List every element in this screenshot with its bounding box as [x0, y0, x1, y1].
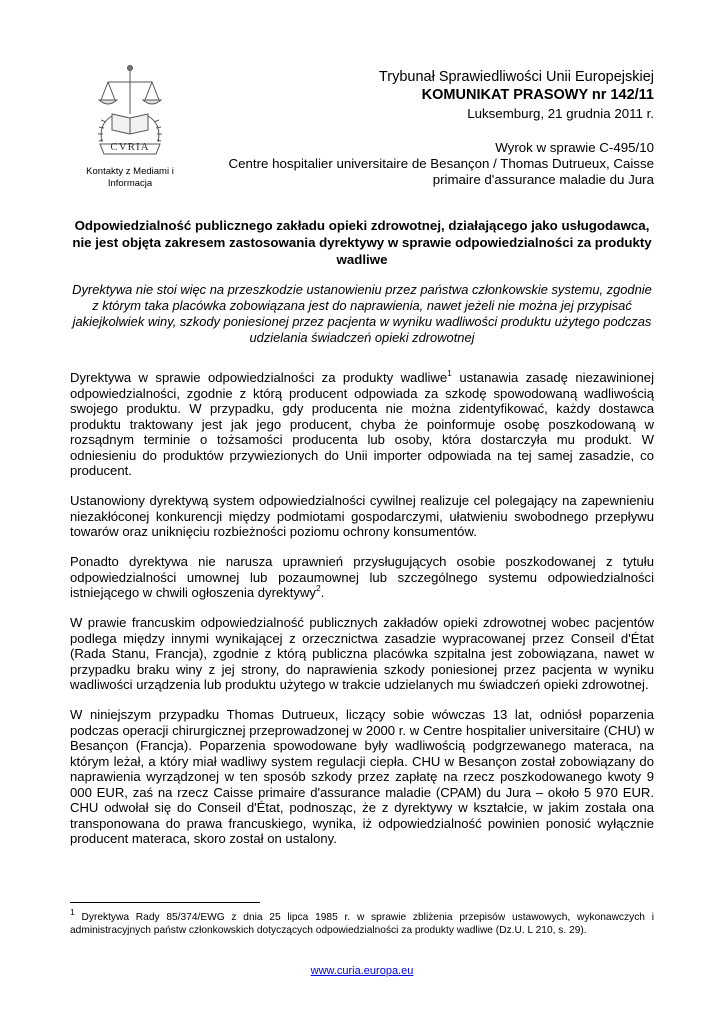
press-release-number: KOMUNIKAT PRASOWY nr 142/11 [421, 87, 654, 103]
press-body [70, 367, 654, 861]
media-contact-caption: Kontakty z Mediami i Informacja [86, 166, 174, 189]
cvria-label: CVRIA [110, 141, 150, 153]
footnote-marker: 1 [70, 906, 75, 917]
footnote-ref-1[interactable]: 1 [447, 367, 452, 378]
footnote-divider [70, 902, 260, 903]
press-header [194, 68, 654, 188]
case-parties-line-2: primaire d'assurance maladie du Jura [432, 172, 654, 187]
footnote-1: $^1$ Dyrektywa Rady 85/374/EWG z dnia 25 lipca 1985 r. w sprawie zbliżenia przepisów ustawowych, wykonawczych i administracyjnych państw członkowskich dotyczących odpowiedzialności za produkty wadliwe (Dz.U. L 210, s. 29). [70, 906, 654, 936]
curia-logo [84, 62, 176, 162]
institution-name: Trybunał Sprawiedliwości Unii Europejskiej [378, 69, 654, 85]
case-number: Wyrok w sprawie C-495/10 [495, 140, 654, 155]
paragraph-5: W niniejszym przypadku Thomas Dutrueux, liczący sobie wówczas 13 lat, odniósł poparzenia podczas operacji chirurgicznej przeprowadzonej w 2000 r. w Centre hospitalier universitaire (CHU) w Besançon (Francja). Poparzenia spowodowane były wadliwością podgrzewanego materaca, na którym leżał, a który miał wadliwy system regulacji ciepła. CHU w Besançon został zobowiązany do naprawienia wyrządzonej w ten sposób szkody przez zapłatę na rzecz poszkodowanego kwoty 9 000 EUR, zaś na rzecz Caisse primaire d'assurance maladie (CPAM) du Jura – około 5 970 EUR. CHU odwołał się do Conseil d'État, podnosząc, że z dyrektywy w kształcie, w jakim została ona transponowana do prawa francuskiego, wynika, iż odpowiedzialność powinien ponosić wyłącznie producent materaca, skoro został on ustalony. [70, 707, 654, 846]
press-subtitle: Dyrektywa nie stoi więc na przeszkodzie ustanowieniu przez państwa członkowskie systemu, zgodnie z którym taka placówka zobowiązana jest do naprawienia, nawet jeżeli nie można jej przypisać jakiejkolwiek winy, szkody poniesionej przez pacjenta w wyniku wadliwości produktu użytego podczas udzielania świadczeń opieki zdrowotnej [72, 282, 652, 345]
curia-website-link[interactable]: www.curia.europa.eu [310, 965, 414, 977]
paragraph-1: Dyrektywa w sprawie odpowiedzialności za produkty wadliwe$^1$ ustanawia zasadę niezawinionej odpowiedzialności, zgodnie z którą producent odpowiada za szkodę spowodowaną wadliwością swojego produktu. W przypadku, gdy producenta nie można zidentyfikować, każdy dostawca produktu traktowany jest jak jego producent, chyba że poinformuje osobę poszkodowaną w rozsądnym terminie o tożsamości producenta lub osoby, która dostarczyła mu produkt. W odniesieniu do produktów przywiezionych do Unii importer odpowiada na tej samej zasadzie, co producent. [70, 367, 654, 478]
paragraph-3: Ponadto dyrektywa nie narusza uprawnień przysługujących osobie poszkodowanej z tytułu odpowiedzialności umownej lub pozaumownej lub szczególnego systemu odpowiedzialności istniejącego w chwili ogłoszenia dyrektywy$^2$. [70, 554, 654, 600]
footnote-ref-2[interactable]: 2 [315, 582, 321, 593]
page-footer [0, 965, 724, 977]
press-title: Odpowiedzialność publicznego zakładu opieki zdrowotnej, działającego jako usługodawca, nie jest objęta zakresem zastosowania dyrektywy w sprawie odpowiedzialności za produkty wadliwe [72, 218, 652, 267]
paragraph-4: W prawie francuskim odpowiedzialność publicznych zakładów opieki zdrowotnej wobec pacjentów podlega między innymi wynikającej z orzecznictwa zasadzie wypracowanej przez Conseil d'État (Rada Stanu, Francja), zgodnie z którą publiczna placówka szpitalna jest zobowiązana, nawet w przypadku braku winy z jej strony, do naprawienia szkody poniesionej przez pacjenta w wyniku wadliwości urządzenia lub produktu użytego w trakcie udzielanych mu świadczeń opieki zdrowotnej. [70, 615, 654, 692]
release-date: Luksemburg, 21 grudnia 2011 r. [467, 106, 654, 121]
case-parties-line-1: Centre hospitalier universitaire de Besançon / Thomas Dutrueux, Caisse [228, 156, 654, 171]
paragraph-2: Ustanowiony dyrektywą system odpowiedzialności cywilnej realizuje cel polegający na zapewnieniu niezakłóconej konkurencji między podmiotami gospodarczymi, ułatwieniu swobodnego przepływu towarów oraz uniknięciu rozbieżności poziomu ochrony konsumentów. [70, 493, 654, 539]
